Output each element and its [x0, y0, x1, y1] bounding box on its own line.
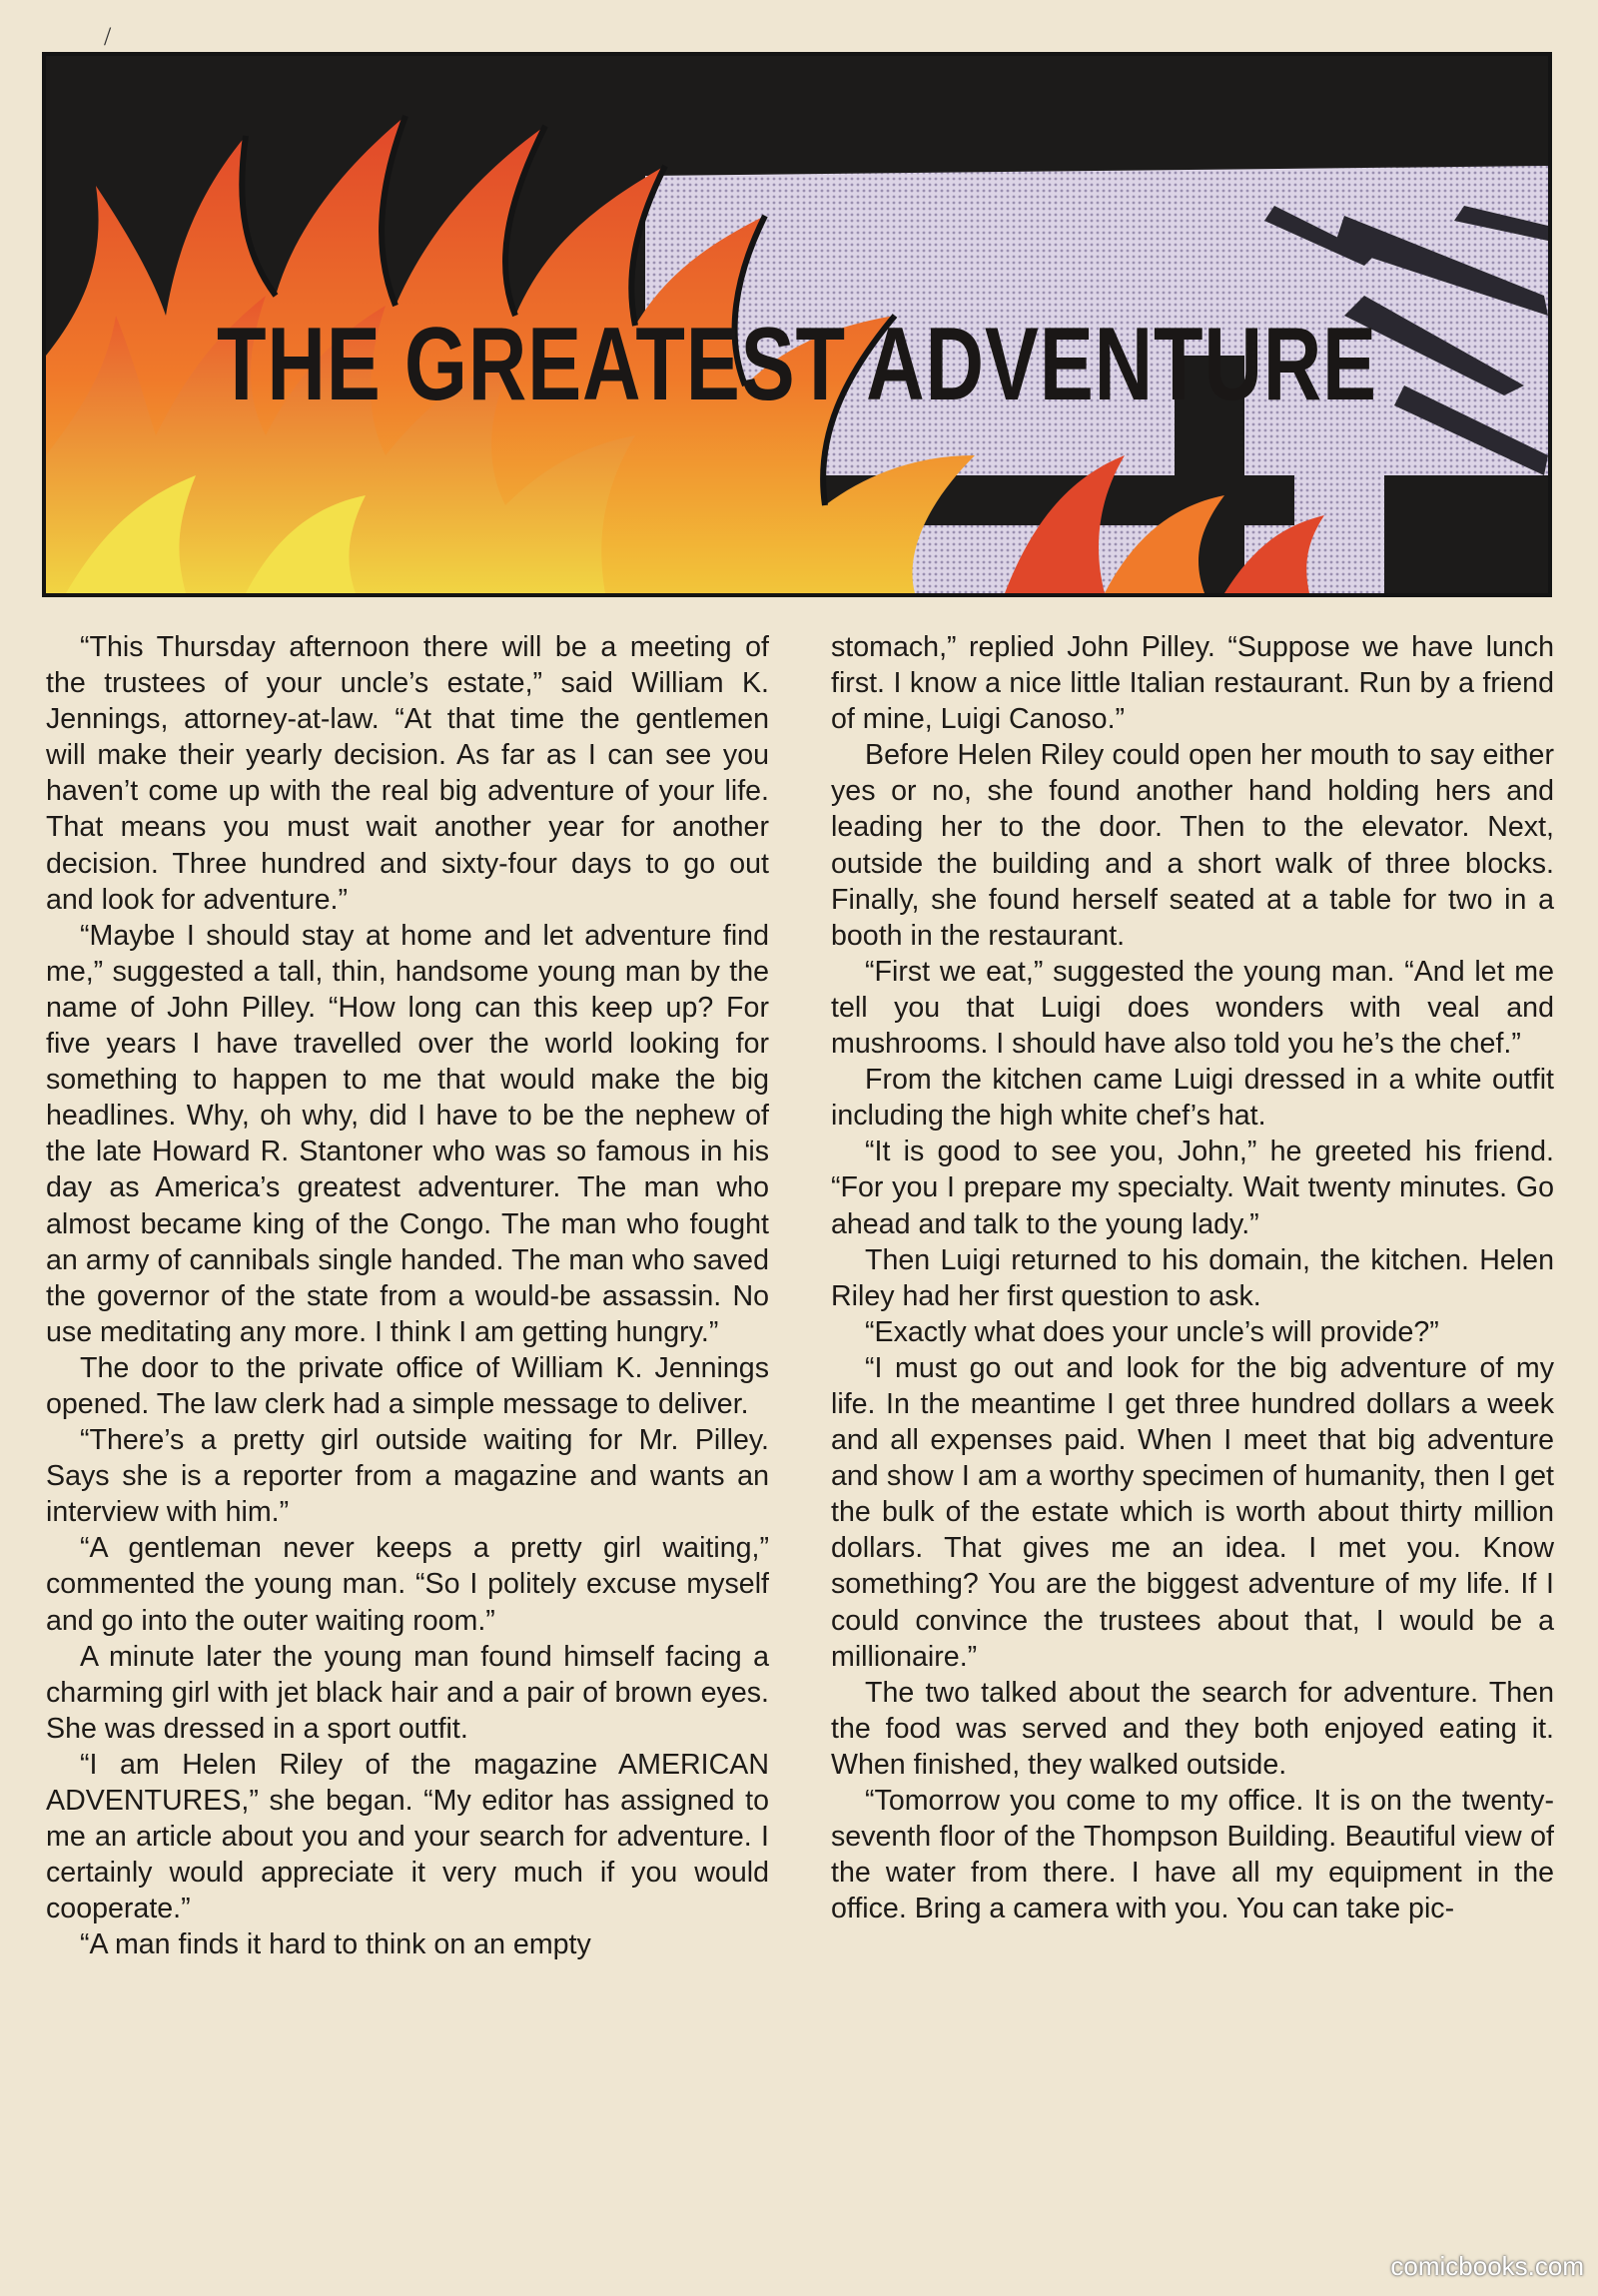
paragraph: “Tomorrow you come to my office. It is on the twenty-seventh floor of the Thompson Building. Beautiful view of the water from there. I have all my equipment in the office. Bring a camera with you. You can take pic-: [831, 1785, 1554, 1925]
story-title: THE GREATEST ADVENTURE: [217, 307, 1377, 422]
paragraph: “First we eat,” suggested the young man. “And let me tell you that Luigi does wonders with veal and mushrooms. I should have also told you he’s the chef.”: [831, 955, 1554, 1061]
paragraph: “A man finds it hard to think on an empty: [80, 1928, 591, 1961]
paragraph: From the kitchen came Luigi dressed in a white outfit including the high white chef’s hat.: [831, 1064, 1554, 1133]
paragraph: “This Thursday afternoon there will be a meeting of the trustees of your uncle’s estate,” said William K. Jennings, attorney-at-law. “At that time the gentlemen will make their yearly decision. As far as I can see you haven’t come up with the real big adventure of your life. That means you must wait another year for another decision. Three hundred and sixty-four days to go out and look for adventure.”: [46, 631, 769, 916]
paragraph: The two talked about the search for adventure. Then the food was served and they both enjoyed eating it. When finished, they walked outside.: [831, 1676, 1554, 1781]
paragraph: The door to the private office of William K. Jennings opened. The law clerk had a simple message to deliver.: [46, 1351, 769, 1420]
story-text: [46, 629, 1554, 2267]
watermark: comicbooks.com: [1390, 2251, 1584, 2281]
paragraph: Before Helen Riley could open her mouth to say either yes or no, she found another hand holding hers and leading her to the door. Then to the elevator. Next, outside the building and a short walk of three blocks. Finally, she found herself seated at a table for two in a booth in the restaurant.: [831, 739, 1554, 952]
paragraph: “There’s a pretty girl outside waiting for Mr. Pilley. Says she is a reporter from a magazine and wants an interview with him.”: [46, 1424, 769, 1529]
paragraph: “A gentleman never keeps a pretty girl waiting,” commented the young man. “So I politely excuse myself and go into the outer waiting room.”: [46, 1532, 769, 1637]
text-column-right: [831, 629, 1554, 2267]
paragraph: A minute later the young man found himself facing a charming girl with jet black hair and a pair of brown eyes. She was dressed in a sport outfit.: [46, 1640, 769, 1745]
paragraph: “I must go out and look for the big adventure of my life. In the meantime I get three hundred dollars a week and all expenses paid. When I meet that big adventure and show I am a worthy specimen of humanity, then I get the bulk of the estate which is worth about thirty million dollars. That gives me an idea. I met you. Know something? You are the biggest adventure of my life. If I could convince the trustees about that, I would be a millionaire.”: [831, 1351, 1554, 1673]
paragraph: “Maybe I should stay at home and let adventure find me,” suggested a tall, thin, handsome young man by the name of John Pilley. “How long can this keep up? For five years I have travelled over the world looking for something to happen to me that would make the big headlines. Why, oh why, did I have to be the nephew of the late Howard R. Stantoner who was so famous in his day as America’s greatest adventurer. The man who almost became king of the Congo. The man who fought an army of cannibals single handed. The man who saved the governor of the state from a would-be assassin. No use meditating any more. I think I am getting hungry.”: [46, 919, 769, 1348]
paragraph: “Exactly what does your uncle’s will provide?”: [865, 1315, 1439, 1348]
page-mark: /: [104, 22, 112, 51]
title-banner: [42, 52, 1552, 597]
paragraph: Then Luigi returned to his domain, the kitchen. Helen Riley had her first question to ask.: [831, 1243, 1554, 1312]
paragraph: “It is good to see you, John,” he greeted his friend. “For you I prepare my specialty. Wait twenty minutes. Go ahead and talk to the young lady.”: [831, 1136, 1554, 1240]
text-column-left: [46, 629, 769, 2267]
paragraph: stomach,” replied John Pilley. “Suppose we have lunch first. I know a nice little Italian restaurant. Run by a friend of mine, Luigi Canoso.”: [831, 631, 1554, 736]
paragraph: “I am Helen Riley of the magazine AMERICAN ADVENTURES,” she began. “My editor has assigned to me an article about you and your search for adventure. I certainly would appreciate it very much if you would cooperate.”: [46, 1748, 769, 1925]
